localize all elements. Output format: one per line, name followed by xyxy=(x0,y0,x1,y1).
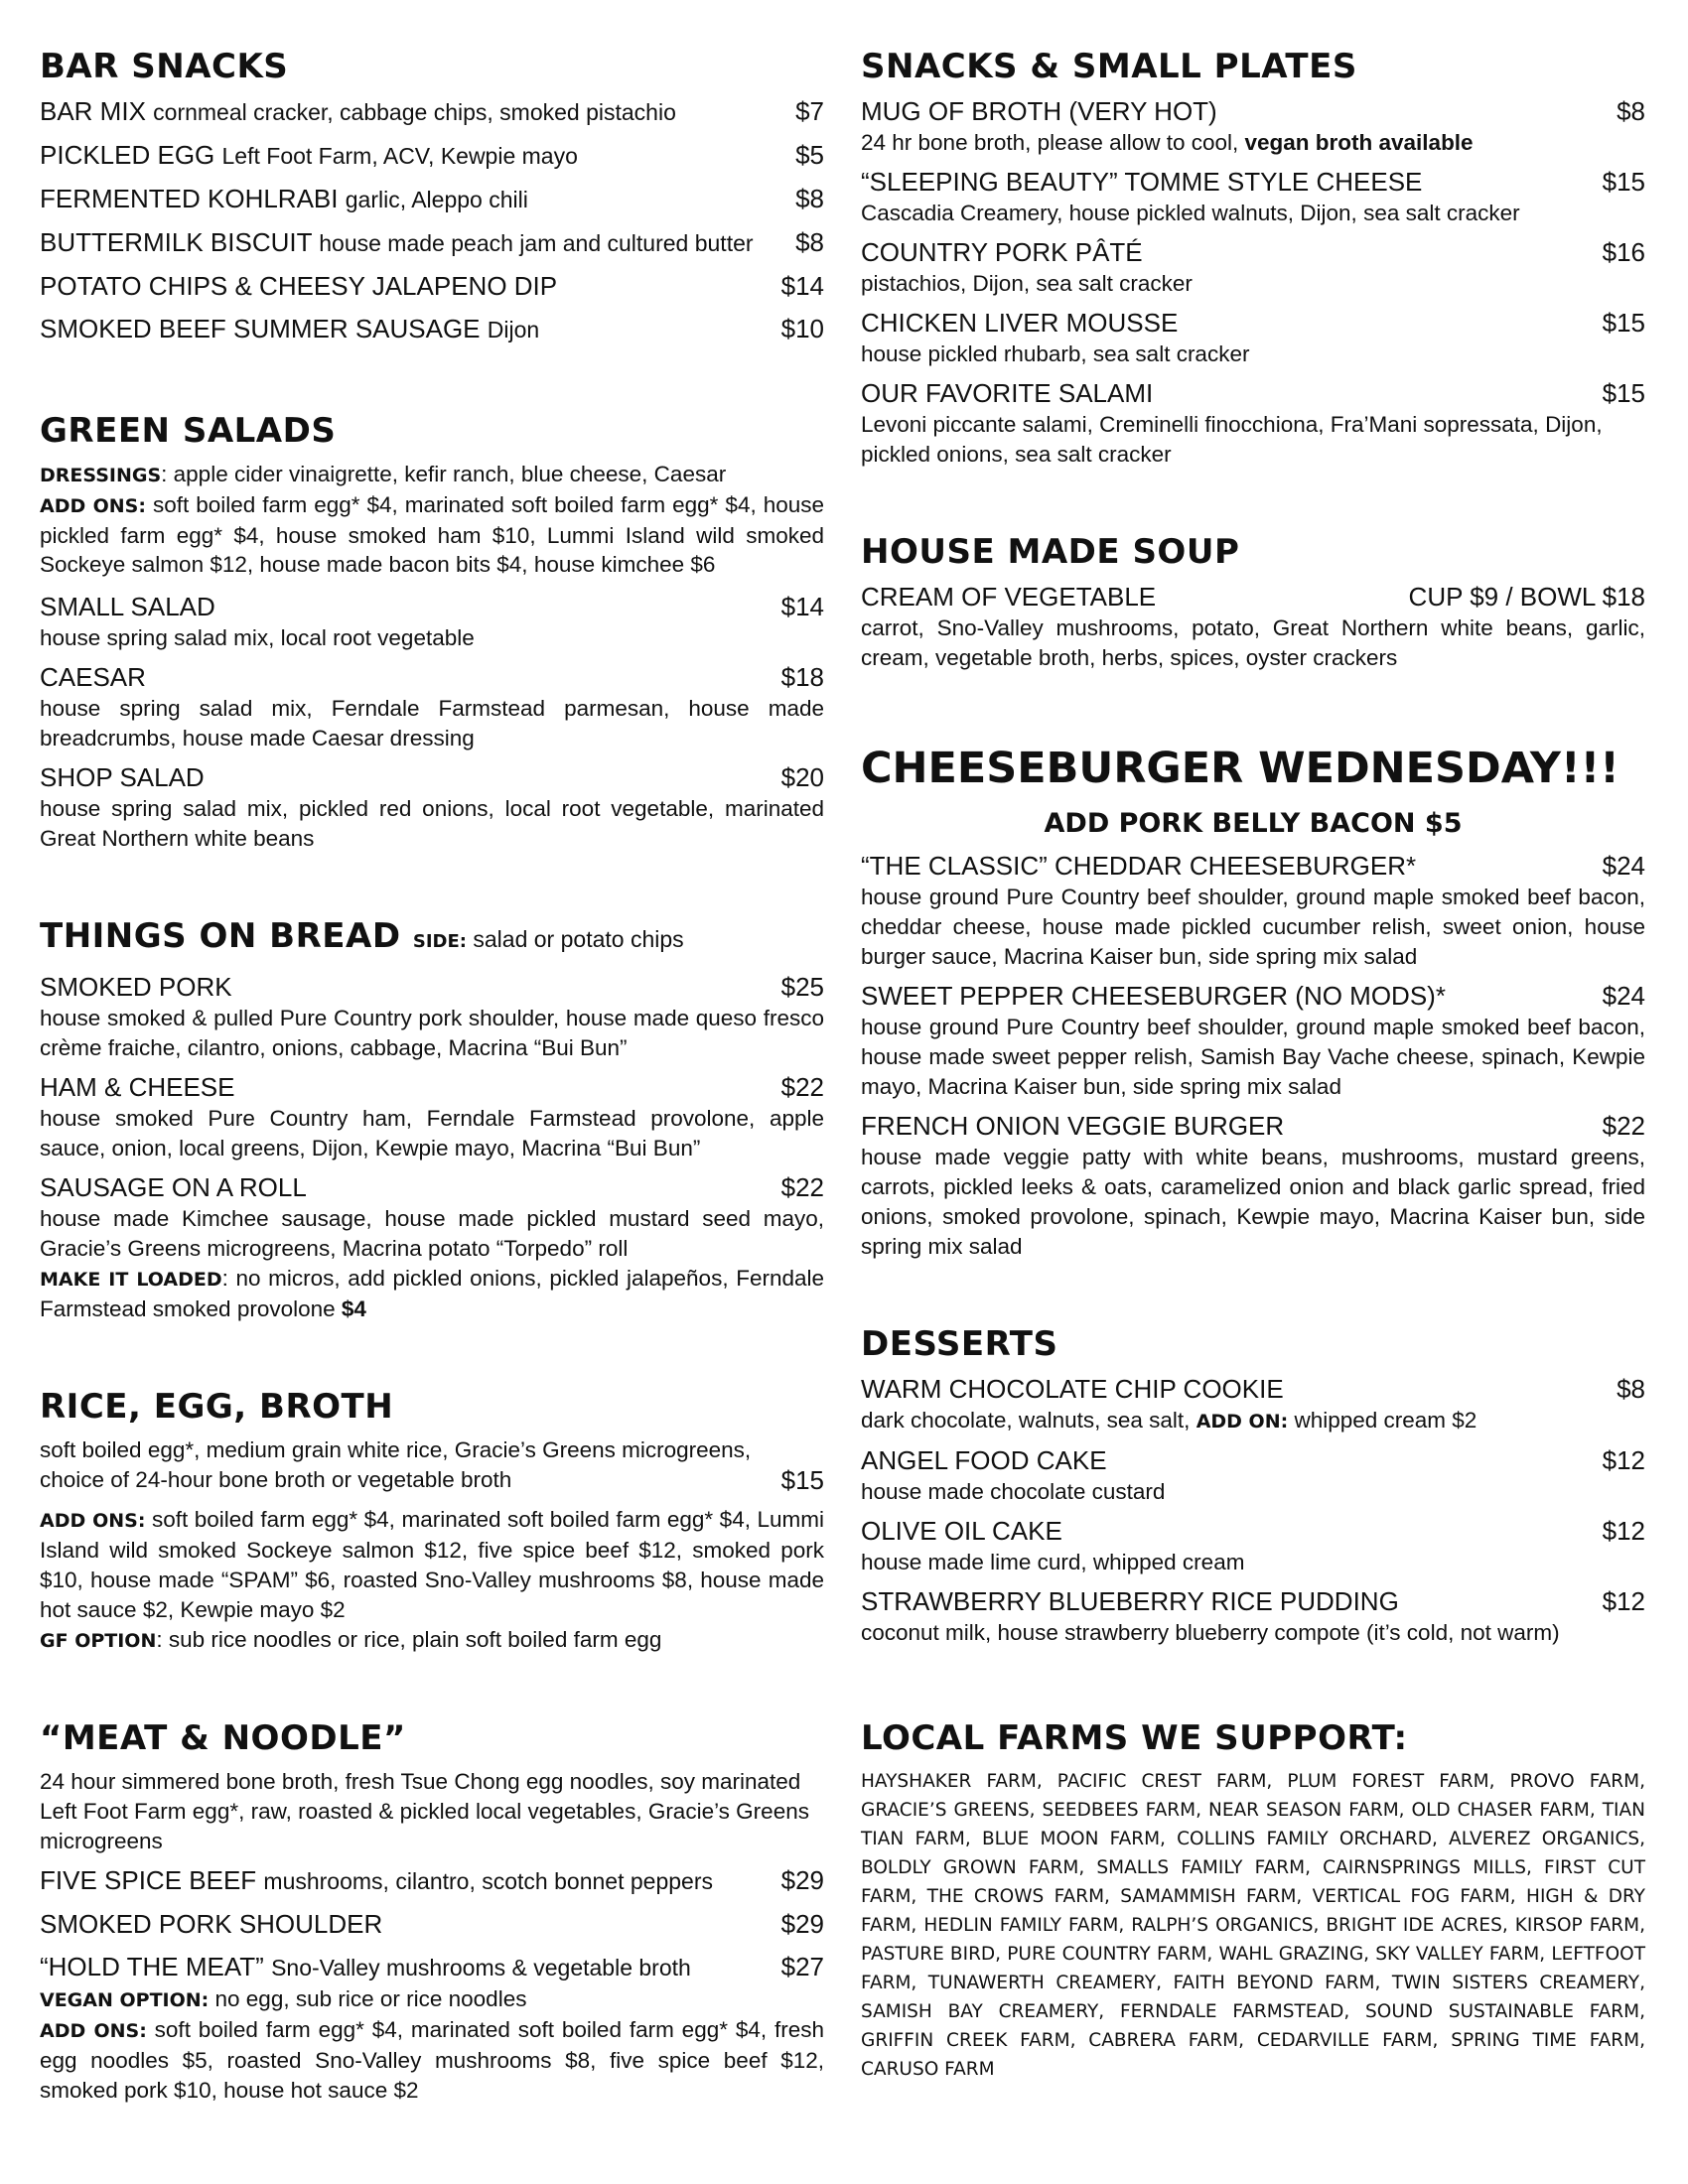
item-desc: house made Kimchee sausage, house made pickled mustard seed mayo, Gracie’s Greens microgreens, Macrina potato “Torpedo” roll xyxy=(40,1206,824,1261)
item-price: $22 xyxy=(780,1072,824,1102)
green-salads-section xyxy=(40,408,824,854)
menu-item xyxy=(40,1908,824,1941)
item-price: $15 xyxy=(780,1465,824,1495)
addons-text: soft boiled farm egg* $4, marinated soft boiled farm egg* $4, house pickled farm egg* $4, house smoked ham $10, Lummi Island wild smoked Sockeye salmon $12, house made bacon bits $4, house kimchee $6 xyxy=(40,492,825,577)
menu-item xyxy=(861,95,1645,158)
menu-item xyxy=(40,591,824,653)
section-title: DESSERTS xyxy=(861,1324,1058,1364)
item-price: $22 xyxy=(780,1172,824,1202)
item-name: BAR MIX xyxy=(40,96,146,126)
menu-item xyxy=(861,307,1645,369)
section-title-text: LOCAL FARMS WE SUPPORT xyxy=(861,1718,1394,1758)
item-name: CREAM OF VEGETABLE xyxy=(861,582,1157,612)
menu-item xyxy=(40,1951,824,1984)
addons-text: soft boiled farm egg* $4, marinated soft boiled farm egg* $4, fresh egg noodles $5, roasted Sno-Valley mushrooms $8, five spice beef $12, smoked pork $10, house hot sauce $2 xyxy=(40,2017,824,2103)
item-desc: garlic, Aleppo chili xyxy=(345,187,528,212)
item-desc: house spring salad mix, pickled red onions, local root vegetable, marinated Great Northern white beans xyxy=(40,796,824,851)
item-price: $8 xyxy=(1617,1374,1645,1404)
addons-note xyxy=(40,490,824,579)
item-price: $27 xyxy=(780,1952,824,1981)
loaded-price: $4 xyxy=(341,1297,366,1321)
desserts-section xyxy=(861,1321,1645,1648)
item-name: OUR FAVORITE SALAMI xyxy=(861,378,1154,408)
item-name: ANGEL FOOD CAKE xyxy=(861,1445,1107,1475)
vegan-text: no egg, sub rice or rice noodles xyxy=(209,1986,527,2011)
item-name: CAESAR xyxy=(40,662,146,692)
item-name: SMOKED PORK SHOULDER xyxy=(40,1909,383,1939)
item-price: $10 xyxy=(780,314,824,343)
menu-item xyxy=(40,1071,824,1163)
section-desc: 24 hour simmered bone broth, fresh Tsue Chong egg noodles, soy marinated Left Foot Farm egg*, raw, roasted & pickled local vegetables, Gracie’s Greens microgreens xyxy=(40,1769,809,1853)
menu-item xyxy=(40,971,824,1063)
cheeseburger-section xyxy=(861,741,1645,1262)
item-name: SHOP SALAD xyxy=(40,762,205,792)
vegan-label: VEGAN OPTION: xyxy=(40,1989,210,2011)
item-desc-line2: choice of 24-hour bone broth or vegetable broth xyxy=(40,1467,512,1492)
gf-text: : sub rice noodles or rice, plain soft boiled farm egg xyxy=(156,1627,662,1652)
item-desc-text: dark chocolate, walnuts, sea salt, xyxy=(861,1408,1196,1433)
item-price: $15 xyxy=(1602,378,1645,408)
item-desc: house made veggie patty with white beans, mushrooms, mustard greens, carrots, pickled leeks & oats, caramelized onion and black garlic spread, fried onions, smoked provolone, spinach, Kewpie mayo, Macrina Kaiser bun, side spring mix salad xyxy=(861,1145,1645,1259)
gf-label: GF OPTION xyxy=(40,1630,157,1652)
item-price: $8 xyxy=(795,227,824,257)
section-title-colon: : xyxy=(1393,1718,1408,1758)
item-desc: carrot, Sno-Valley mushrooms, potato, Great Northern white beans, garlic, cream, vegetable broth, herbs, spices, oyster crackers xyxy=(861,615,1645,670)
dressings-text: : apple cider vinaigrette, kefir ranch, blue cheese, Caesar xyxy=(161,462,727,486)
item-price: CUP $9 / BOWL $18 xyxy=(1408,582,1645,612)
item-desc: house made chocolate custard xyxy=(861,1479,1166,1504)
menu-item xyxy=(40,139,824,173)
item-name: “SLEEPING BEAUTY” TOMME STYLE CHEESE xyxy=(861,167,1423,197)
item-desc: house pickled rhubarb, sea salt cracker xyxy=(861,341,1250,366)
addons-label: ADD ONS: xyxy=(40,2020,147,2042)
section-title: BAR SNACKS xyxy=(40,47,289,86)
item-desc: Sno-Valley mushrooms & vegetable broth xyxy=(271,1955,691,1980)
item-desc: house smoked Pure Country ham, Ferndale Farmstead provolone, apple sauce, onion, local greens, Dijon, Kewpie mayo, Macrina “Bui Bun” xyxy=(40,1106,824,1160)
item-desc: house made peach jam and cultured butter xyxy=(319,230,754,256)
item-price: $14 xyxy=(780,271,824,301)
item-price: $8 xyxy=(795,184,824,213)
side-label: SIDE: xyxy=(412,931,467,952)
item-name: HAM & CHEESE xyxy=(40,1072,235,1102)
dressings-note xyxy=(40,460,824,490)
meat-noodle-section xyxy=(40,1715,824,2106)
menu-item xyxy=(861,1515,1645,1577)
item-price: $29 xyxy=(780,1865,824,1895)
item-name: “HOLD THE MEAT” xyxy=(40,1952,264,1981)
item-price: $12 xyxy=(1602,1516,1645,1546)
item-desc: Left Foot Farm, ACV, Kewpie mayo xyxy=(221,143,578,169)
menu-item xyxy=(861,1444,1645,1507)
item-desc: house ground Pure Country beef shoulder, ground maple smoked beef bacon, cheddar cheese, house made pickled cucumber relish, sweet onion, house burger sauce, Macrina Kaiser bun, side spring mix salad xyxy=(861,885,1645,969)
section-title xyxy=(861,1715,1645,1761)
menu-item xyxy=(861,850,1645,972)
item-price: $24 xyxy=(1602,981,1645,1011)
item-desc-line1: soft boiled egg*, medium grain white rice, Gracie’s Greens microgreens, xyxy=(40,1437,752,1462)
item-name: COUNTRY PORK PÂTÉ xyxy=(861,237,1143,267)
addon-label: ADD ON: xyxy=(1196,1411,1289,1433)
item-desc: house ground Pure Country beef shoulder, ground maple smoked beef bacon, house made sweet pepper relish, Samish Bay Vache cheese, spinach, Kewpie mayo, Macrina Kaiser bun, side spring mix salad xyxy=(861,1015,1645,1099)
item-price: $16 xyxy=(1602,237,1645,267)
item-price: $18 xyxy=(780,662,824,692)
menu-item xyxy=(40,183,824,216)
menu-item xyxy=(861,1585,1645,1648)
item-desc: house spring salad mix, local root vegetable xyxy=(40,625,475,650)
house-soup-section xyxy=(861,529,1645,673)
item-price: $22 xyxy=(1602,1111,1645,1141)
dressings-label: DRESSINGS xyxy=(40,465,162,486)
section-title: GREEN SALADS xyxy=(40,411,337,451)
right-column xyxy=(861,44,1645,2084)
section-title: “MEAT & NOODLE” xyxy=(40,1718,406,1758)
loaded-label: MAKE IT LOADED xyxy=(40,1269,222,1291)
item-price: $5 xyxy=(795,140,824,170)
item-price: $8 xyxy=(1617,96,1645,126)
vegan-note xyxy=(40,1984,824,2015)
menu-item xyxy=(40,661,824,753)
loaded-text: : no micros, add pickled onions, pickled jalapeños, Ferndale Farmstead smoked provolone xyxy=(40,1266,825,1321)
menu-item xyxy=(861,1110,1645,1262)
menu-item xyxy=(861,980,1645,1102)
item-desc: Dijon xyxy=(487,317,540,342)
item-name: BUTTERMILK BISCUIT xyxy=(40,227,313,257)
item-desc: mushrooms, cilantro, scotch bonnet peppers xyxy=(263,1868,713,1894)
item-name: WARM CHOCOLATE CHIP COOKIE xyxy=(861,1374,1284,1404)
item-price: $12 xyxy=(1602,1445,1645,1475)
item-desc: Cascadia Creamery, house pickled walnuts, Dijon, sea salt cracker xyxy=(861,201,1520,225)
menu-item xyxy=(861,236,1645,299)
item-desc: coconut milk, house strawberry blueberry compote (it’s cold, not warm) xyxy=(861,1620,1560,1645)
item-desc: Levoni piccante salami, Creminelli finocchiona, Fra’Mani sopressata, Dijon, pickled onions, sea salt cracker xyxy=(861,412,1603,467)
addons-label: ADD ONS: xyxy=(40,1510,146,1532)
gf-note xyxy=(40,1625,824,1656)
menu-item xyxy=(861,166,1645,228)
section-title: HOUSE MADE SOUP xyxy=(861,532,1240,572)
item-desc: pistachios, Dijon, sea salt cracker xyxy=(861,271,1193,296)
section-title: CHEESEBURGER WEDNESDAY!!! xyxy=(861,744,1619,793)
item-name: SAUSAGE ON A ROLL xyxy=(40,1172,307,1202)
left-column xyxy=(40,44,824,2114)
item-price: $15 xyxy=(1602,308,1645,338)
item-name: SMOKED PORK xyxy=(40,972,232,1002)
addons-label: ADD ONS: xyxy=(40,495,146,517)
item-price: $15 xyxy=(1602,167,1645,197)
side-text: salad or potato chips xyxy=(467,926,684,952)
item-name: FIVE SPICE BEEF xyxy=(40,1865,257,1895)
item-desc: house spring salad mix, Ferndale Farmstead parmesan, house made breadcrumbs, house made Caesar dressing xyxy=(40,696,824,751)
item-name: SMALL SALAD xyxy=(40,592,215,621)
item-desc xyxy=(861,128,1645,158)
menu-item xyxy=(861,377,1645,470)
farms-list: HAYSHAKER FARM, PACIFIC CREST FARM, PLUM FOREST FARM, PROVO FARM, GRACIE’S GREENS, SEEDBEES FARM, NEAR SEASON FARM, OLD CHASER FARM, TIAN TIAN FARM, BLUE MOON FARM, COLLINS FAMILY ORCHARD, ALVEREZ ORGANICS, BOLDLY GROWN FARM, SMALLS FAMILY FARM, CAIRNSPRINGS MILLS, FIRST CUT FARM, THE CROWS FARM, SAMAMMISH FARM, VERTICAL FOG FARM, HIGH & DRY FARM, HEDLIN FAMILY FARM, RALPH’S ORGANICS, BRIGHT IDE ACRES, KIRSOP FARM, PASTURE BIRD, PURE COUNTRY FARM, WAHL GRAZING, SKY VALLEY FARM, LEFTFOOT FARM, TUNAWERTH CREAMERY, FAITH BEYOND FARM, TWIN SISTERS CREAMERY, SAMISH BAY CREAMERY, FERNDALE FARMSTEAD, SOUND SUSTAINABLE FARM, GRIFFIN CREEK FARM, CABRERA FARM, CEDARVILLE FARM, SPRING TIME FARM, CARUSO FARM xyxy=(861,1771,1645,2080)
rice-egg-broth-section xyxy=(40,1384,824,1656)
addons-note xyxy=(40,2015,824,2106)
item-name: POTATO CHIPS & CHEESY JALAPENO DIP xyxy=(40,271,558,301)
loaded-note xyxy=(40,1264,824,1324)
item-desc-bold: vegan broth available xyxy=(1244,130,1474,155)
menu-item xyxy=(40,270,824,303)
item-name: FRENCH ONION VEGGIE BURGER xyxy=(861,1111,1285,1141)
section-title: RICE, EGG, BROTH xyxy=(40,1387,394,1427)
section-title xyxy=(40,913,824,965)
menu-item xyxy=(40,1171,824,1264)
bar-snacks-section xyxy=(40,44,824,346)
section-title: SNACKS & SMALL PLATES xyxy=(861,47,1357,86)
item-name: PICKLED EGG xyxy=(40,140,215,170)
item-price: $12 xyxy=(1602,1586,1645,1616)
menu-item xyxy=(861,581,1645,673)
item-name: CHICKEN LIVER MOUSSE xyxy=(861,308,1179,338)
section-title-text: THINGS ON BREAD xyxy=(40,916,401,956)
local-farms-section xyxy=(861,1715,1645,2084)
menu-item xyxy=(40,95,824,129)
item-price: $25 xyxy=(780,972,824,1002)
item-name: STRAWBERRY BLUEBERRY RICE PUDDING xyxy=(861,1586,1399,1616)
item-name: FERMENTED KOHLRABI xyxy=(40,184,339,213)
item-price: $24 xyxy=(1602,851,1645,881)
item-desc: house smoked & pulled Pure Country pork shoulder, house made queso fresco crème fraiche, cilantro, onions, cabbage, Macrina “Bui Bun” xyxy=(40,1006,824,1060)
item-name: OLIVE OIL CAKE xyxy=(861,1516,1062,1546)
things-on-bread-section xyxy=(40,913,824,1324)
item-desc-text: 24 hr bone broth, please allow to cool, xyxy=(861,130,1245,155)
item-price: $20 xyxy=(780,762,824,792)
item-desc: cornmeal cracker, cabbage chips, smoked pistachio xyxy=(153,99,676,125)
addons-note xyxy=(40,1505,824,1625)
item-name: “THE CLASSIC” CHEDDAR CHEESEBURGER* xyxy=(861,851,1417,881)
menu-item xyxy=(861,1373,1645,1436)
menu-item xyxy=(40,761,824,854)
menu-item xyxy=(40,226,824,260)
snacks-small-plates-section xyxy=(861,44,1645,470)
addon-text: whipped cream $2 xyxy=(1288,1408,1477,1433)
addons-text: soft boiled farm egg* $4, marinated soft boiled farm egg* $4, Lummi Island wild smoked Sockeye salmon $12, five spice beef $12, smoked pork $10, house made “SPAM” $6, roasted Sno-Valley mushrooms $8, house made hot sauce $2, Kewpie mayo $2 xyxy=(40,1507,824,1622)
menu-item xyxy=(40,313,824,346)
item-desc xyxy=(861,1406,1645,1436)
menu-item xyxy=(40,1864,824,1898)
item-price: $29 xyxy=(780,1909,824,1939)
item-name: SWEET PEPPER CHEESEBURGER (NO MODS)* xyxy=(861,981,1446,1011)
item-name: MUG OF BROTH (VERY HOT) xyxy=(861,96,1217,126)
item-price: $14 xyxy=(780,592,824,621)
price-line xyxy=(40,1465,824,1495)
section-subtitle: ADD PORK BELLY BACON $5 xyxy=(1044,808,1463,839)
item-desc: house made lime curd, whipped cream xyxy=(861,1550,1245,1574)
item-price: $7 xyxy=(795,96,824,126)
item-name: SMOKED BEEF SUMMER SAUSAGE xyxy=(40,314,481,343)
